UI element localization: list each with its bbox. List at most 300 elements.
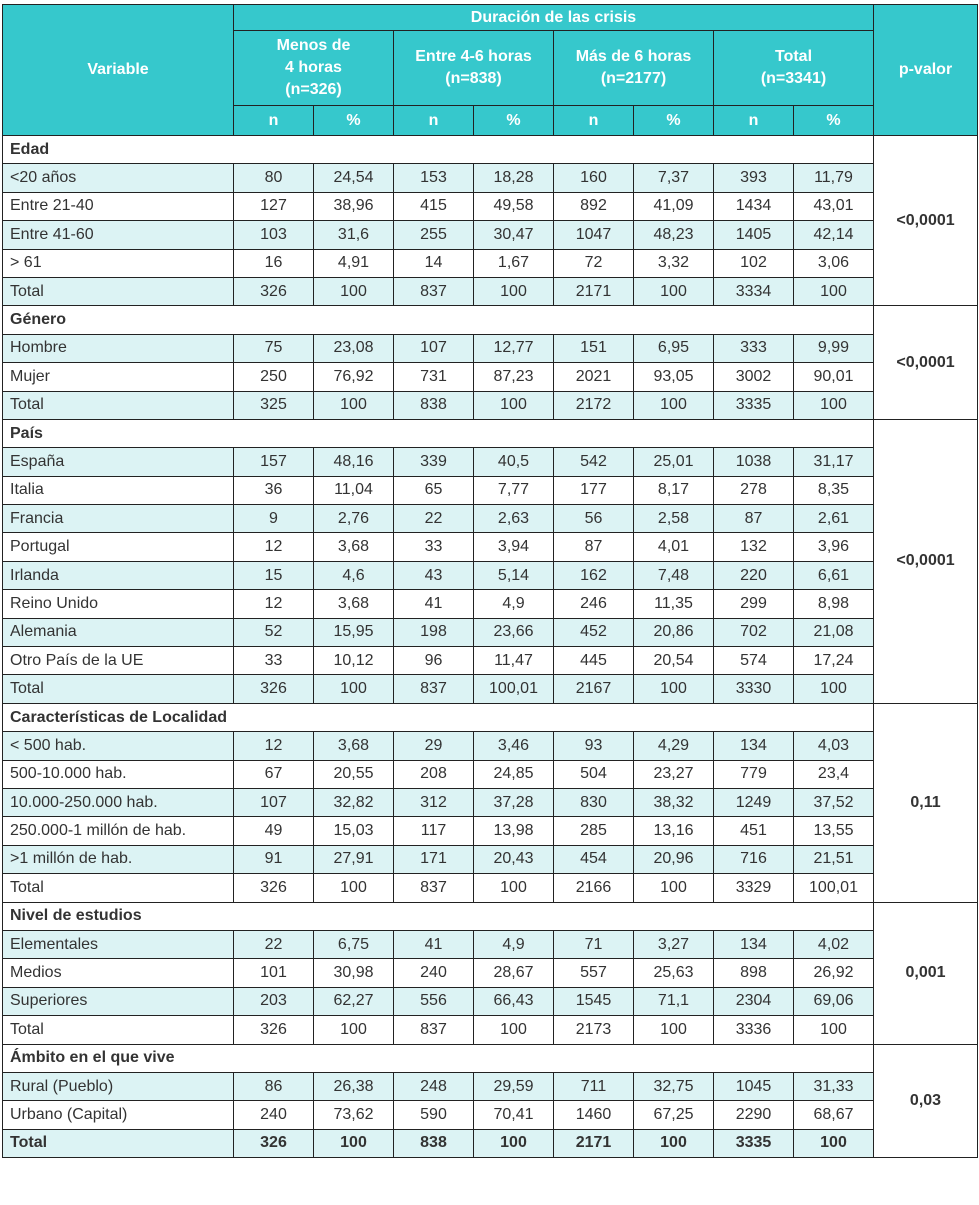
table-cell: 100,01 [794, 874, 874, 902]
table-cell: 198 [394, 618, 474, 646]
table-cell: 837 [394, 1016, 474, 1044]
header-pct: % [634, 106, 714, 136]
table-cell: 21,51 [794, 845, 874, 873]
table-cell: 100 [794, 391, 874, 419]
table-cell: 33 [394, 533, 474, 561]
row-label: Italia [3, 476, 234, 504]
table-cell: 67,25 [634, 1101, 714, 1129]
table-cell: 43,01 [794, 192, 874, 220]
table-row [3, 1016, 978, 1044]
crisis-duration-table [2, 4, 978, 1158]
table-cell: 3334 [714, 277, 794, 305]
row-label: 500-10.000 hab. [3, 760, 234, 788]
table-cell: 23,66 [474, 618, 554, 646]
section-title: Género [3, 306, 874, 334]
table-cell: 3,32 [634, 249, 714, 277]
table-cell: 100 [634, 391, 714, 419]
table-cell: 22 [234, 930, 314, 958]
section-title: Edad [3, 136, 874, 164]
table-cell: 31,6 [314, 221, 394, 249]
table-row [3, 221, 978, 249]
table-cell: 70,41 [474, 1101, 554, 1129]
table-cell: 278 [714, 476, 794, 504]
table-cell: 3002 [714, 363, 794, 391]
table-cell: 134 [714, 732, 794, 760]
table-cell: 42,14 [794, 221, 874, 249]
table-cell: 30,47 [474, 221, 554, 249]
table-cell: 100 [314, 1129, 394, 1157]
table-cell: 2,58 [634, 505, 714, 533]
table-cell: 100,01 [474, 675, 554, 703]
table-cell: 56 [554, 505, 634, 533]
table-cell: 100 [794, 277, 874, 305]
table-cell: 75 [234, 334, 314, 362]
table-cell: 12 [234, 533, 314, 561]
row-label: Portugal [3, 533, 234, 561]
table-cell: 32,82 [314, 788, 394, 816]
table-cell: 30,98 [314, 959, 394, 987]
p-value: <0,0001 [874, 306, 978, 420]
table-cell: 452 [554, 618, 634, 646]
table-cell: 100 [314, 1016, 394, 1044]
table-cell: 6,75 [314, 930, 394, 958]
row-label: Total [3, 874, 234, 902]
table-cell: 26,92 [794, 959, 874, 987]
table-cell: 73,62 [314, 1101, 394, 1129]
table-cell: 3,27 [634, 930, 714, 958]
table-cell: 838 [394, 1129, 474, 1157]
table-cell: 3,68 [314, 533, 394, 561]
header-variable: Variable [3, 5, 234, 136]
section-header [3, 703, 978, 731]
table-cell: 731 [394, 363, 474, 391]
table-cell: 4,01 [634, 533, 714, 561]
table-cell: 91 [234, 845, 314, 873]
table-cell: 6,61 [794, 561, 874, 589]
table-cell: 3,06 [794, 249, 874, 277]
table-cell: 454 [554, 845, 634, 873]
header-pct: % [794, 106, 874, 136]
row-label: Reino Unido [3, 590, 234, 618]
table-cell: 38,32 [634, 788, 714, 816]
table-row [3, 476, 978, 504]
table-cell: 20,55 [314, 760, 394, 788]
table-cell: 208 [394, 760, 474, 788]
table-cell: 32,75 [634, 1072, 714, 1100]
table-cell: 711 [554, 1072, 634, 1100]
row-label: Total [3, 1129, 234, 1157]
table-cell: 2,61 [794, 505, 874, 533]
table-cell: 93,05 [634, 363, 714, 391]
table-cell: 37,28 [474, 788, 554, 816]
table-cell: 3329 [714, 874, 794, 902]
table-cell: 11,35 [634, 590, 714, 618]
table-cell: 23,08 [314, 334, 394, 362]
table-cell: 177 [554, 476, 634, 504]
section-title: Características de Localidad [3, 703, 874, 731]
table-row [3, 647, 978, 675]
table-cell: 1434 [714, 192, 794, 220]
row-label: Francia [3, 505, 234, 533]
table-cell: 100 [474, 874, 554, 902]
table-cell: 333 [714, 334, 794, 362]
table-cell: 1,67 [474, 249, 554, 277]
table-cell: 504 [554, 760, 634, 788]
table-cell: 72 [554, 249, 634, 277]
row-label: 10.000-250.000 hab. [3, 788, 234, 816]
table-cell: 29,59 [474, 1072, 554, 1100]
table-cell: 8,17 [634, 476, 714, 504]
table-cell: 101 [234, 959, 314, 987]
table-cell: 66,43 [474, 987, 554, 1015]
header-pvalue: p-valor [874, 5, 978, 136]
table-row [3, 930, 978, 958]
table-cell: 326 [234, 1016, 314, 1044]
table-cell: 23,27 [634, 760, 714, 788]
table-cell: 86 [234, 1072, 314, 1100]
table-cell: 203 [234, 987, 314, 1015]
table-row [3, 618, 978, 646]
table-cell: 71 [554, 930, 634, 958]
table-cell: 28,67 [474, 959, 554, 987]
table-cell: 100 [794, 675, 874, 703]
table-cell: 590 [394, 1101, 474, 1129]
table-row [3, 561, 978, 589]
table-cell: 134 [714, 930, 794, 958]
table-cell: 240 [234, 1101, 314, 1129]
table-cell: 157 [234, 448, 314, 476]
table-row [3, 590, 978, 618]
header-pct: % [314, 106, 394, 136]
row-label: Hombre [3, 334, 234, 362]
section-header [3, 902, 978, 930]
table-cell: 10,12 [314, 647, 394, 675]
table-row [3, 845, 978, 873]
table-cell: 2,63 [474, 505, 554, 533]
table-cell: 6,95 [634, 334, 714, 362]
p-value: 0,11 [874, 703, 978, 902]
table-row [3, 1129, 978, 1157]
table-cell: 339 [394, 448, 474, 476]
table-cell: 285 [554, 817, 634, 845]
table-cell: 132 [714, 533, 794, 561]
table-cell: 80 [234, 164, 314, 192]
table-cell: 14 [394, 249, 474, 277]
table-cell: 5,14 [474, 561, 554, 589]
table-cell: 13,16 [634, 817, 714, 845]
table-cell: 3335 [714, 391, 794, 419]
table-row [3, 1072, 978, 1100]
table-row [3, 959, 978, 987]
table-cell: 3,46 [474, 732, 554, 760]
table-cell: 107 [234, 788, 314, 816]
table-cell: 102 [714, 249, 794, 277]
table-row [3, 164, 978, 192]
table-cell: 87 [714, 505, 794, 533]
table-cell: 1038 [714, 448, 794, 476]
table-cell: 100 [634, 874, 714, 902]
table-cell: 29 [394, 732, 474, 760]
table-cell: 100 [794, 1016, 874, 1044]
header-n: n [394, 106, 474, 136]
table-cell: 171 [394, 845, 474, 873]
table-cell: 62,27 [314, 987, 394, 1015]
row-label: > 61 [3, 249, 234, 277]
table-cell: 4,02 [794, 930, 874, 958]
table-cell: 90,01 [794, 363, 874, 391]
p-value: <0,0001 [874, 419, 978, 703]
table-row [3, 277, 978, 305]
row-label: Total [3, 391, 234, 419]
table-cell: 445 [554, 647, 634, 675]
table-cell: 13,55 [794, 817, 874, 845]
table-cell: 17,24 [794, 647, 874, 675]
table-cell: 26,38 [314, 1072, 394, 1100]
table-cell: 36 [234, 476, 314, 504]
table-cell: 702 [714, 618, 794, 646]
table-cell: 837 [394, 277, 474, 305]
table-cell: 4,29 [634, 732, 714, 760]
table-cell: 40,5 [474, 448, 554, 476]
table-cell: 9 [234, 505, 314, 533]
table-cell: 22 [394, 505, 474, 533]
table-row [3, 675, 978, 703]
table-cell: 12,77 [474, 334, 554, 362]
table-cell: 7,77 [474, 476, 554, 504]
table-cell: 312 [394, 788, 474, 816]
table-cell: 107 [394, 334, 474, 362]
table-cell: 2304 [714, 987, 794, 1015]
table-cell: 326 [234, 277, 314, 305]
table-cell: 4,6 [314, 561, 394, 589]
table-cell: 48,23 [634, 221, 714, 249]
table-cell: 8,98 [794, 590, 874, 618]
header-group-gt6: Más de 6 horas (n=2177) [554, 31, 714, 106]
table-cell: 2167 [554, 675, 634, 703]
row-label: Mujer [3, 363, 234, 391]
table-cell: 8,35 [794, 476, 874, 504]
table-cell: 43 [394, 561, 474, 589]
table-cell: 4,91 [314, 249, 394, 277]
table-cell: 162 [554, 561, 634, 589]
table-cell: 1249 [714, 788, 794, 816]
table-cell: 27,91 [314, 845, 394, 873]
row-label: Irlanda [3, 561, 234, 589]
table-cell: 326 [234, 874, 314, 902]
row-label: Entre 41-60 [3, 221, 234, 249]
table-cell: 12 [234, 590, 314, 618]
table-cell: 24,85 [474, 760, 554, 788]
table-cell: 100 [474, 1129, 554, 1157]
table-cell: 325 [234, 391, 314, 419]
table-cell: 100 [314, 277, 394, 305]
table-cell: 100 [314, 874, 394, 902]
table-cell: 151 [554, 334, 634, 362]
section-header [3, 419, 978, 447]
table-cell: 100 [314, 675, 394, 703]
table-body [3, 136, 978, 1158]
table-cell: 31,17 [794, 448, 874, 476]
table-cell: 100 [634, 1129, 714, 1157]
table-cell: 2171 [554, 1129, 634, 1157]
table-cell: 21,08 [794, 618, 874, 646]
table-cell: 255 [394, 221, 474, 249]
table-cell: 100 [474, 277, 554, 305]
table-cell: 779 [714, 760, 794, 788]
table-cell: 100 [474, 1016, 554, 1044]
table-row [3, 448, 978, 476]
row-label: Total [3, 675, 234, 703]
table-cell: 20,54 [634, 647, 714, 675]
row-label: Elementales [3, 930, 234, 958]
table-cell: 3330 [714, 675, 794, 703]
table-cell: 248 [394, 1072, 474, 1100]
table-cell: 557 [554, 959, 634, 987]
table-cell: 15 [234, 561, 314, 589]
table-cell: 117 [394, 817, 474, 845]
table-cell: 837 [394, 675, 474, 703]
table-cell: 31,33 [794, 1072, 874, 1100]
table-row [3, 249, 978, 277]
table-cell: 830 [554, 788, 634, 816]
table-row [3, 760, 978, 788]
table-cell: 96 [394, 647, 474, 675]
table-cell: 100 [634, 675, 714, 703]
row-label: Total [3, 277, 234, 305]
table-cell: 299 [714, 590, 794, 618]
table-cell: 892 [554, 192, 634, 220]
p-value: <0,0001 [874, 136, 978, 306]
row-label: >1 millón de hab. [3, 845, 234, 873]
row-label: Entre 21-40 [3, 192, 234, 220]
table-cell: 4,03 [794, 732, 874, 760]
table-cell: 41,09 [634, 192, 714, 220]
section-title: País [3, 419, 874, 447]
row-label: Urbano (Capital) [3, 1101, 234, 1129]
table-cell: 3,94 [474, 533, 554, 561]
table-cell: 15,03 [314, 817, 394, 845]
table-cell: 716 [714, 845, 794, 873]
table-cell: 20,96 [634, 845, 714, 873]
row-label: Rural (Pueblo) [3, 1072, 234, 1100]
table-cell: 3,96 [794, 533, 874, 561]
row-label: Total [3, 1016, 234, 1044]
table-cell: 20,43 [474, 845, 554, 873]
table-cell: 898 [714, 959, 794, 987]
table-cell: 1045 [714, 1072, 794, 1100]
section-header [3, 1044, 978, 1072]
table-cell: 24,54 [314, 164, 394, 192]
table-row [3, 1101, 978, 1129]
table-row [3, 732, 978, 760]
section-header [3, 306, 978, 334]
section-title: Ámbito en el que vive [3, 1044, 874, 1072]
table-cell: 71,1 [634, 987, 714, 1015]
table-cell: 127 [234, 192, 314, 220]
table-cell: 100 [314, 391, 394, 419]
table-cell: 49 [234, 817, 314, 845]
table-cell: 49,58 [474, 192, 554, 220]
table-cell: 25,01 [634, 448, 714, 476]
table-cell: 837 [394, 874, 474, 902]
table-cell: 1405 [714, 221, 794, 249]
table-cell: 7,48 [634, 561, 714, 589]
table-cell: 542 [554, 448, 634, 476]
p-value: 0,001 [874, 902, 978, 1044]
row-label: España [3, 448, 234, 476]
table-cell: 3335 [714, 1129, 794, 1157]
table-cell: 415 [394, 192, 474, 220]
header-n: n [554, 106, 634, 136]
table-row [3, 192, 978, 220]
table-cell: 18,28 [474, 164, 554, 192]
table-cell: 87 [554, 533, 634, 561]
table-cell: 41 [394, 590, 474, 618]
table-cell: 326 [234, 675, 314, 703]
table-cell: 1047 [554, 221, 634, 249]
section-header [3, 136, 978, 164]
table-row [3, 817, 978, 845]
table-cell: 100 [634, 277, 714, 305]
table-cell: 4,9 [474, 590, 554, 618]
row-label: < 500 hab. [3, 732, 234, 760]
table-cell: 393 [714, 164, 794, 192]
table-cell: 16 [234, 249, 314, 277]
table-row [3, 334, 978, 362]
table-cell: 153 [394, 164, 474, 192]
header-group-total: Total (n=3341) [714, 31, 874, 106]
row-label: Superiores [3, 987, 234, 1015]
table-row [3, 505, 978, 533]
table-cell: 103 [234, 221, 314, 249]
header-pct: % [474, 106, 554, 136]
table-cell: 326 [234, 1129, 314, 1157]
p-value: 0,03 [874, 1044, 978, 1158]
table-cell: 100 [794, 1129, 874, 1157]
table-cell: 2,76 [314, 505, 394, 533]
header-group-lt4: Menos de 4 horas (n=326) [234, 31, 394, 106]
table-cell: 11,04 [314, 476, 394, 504]
table-cell: 2173 [554, 1016, 634, 1044]
table-row [3, 788, 978, 816]
table-cell: 1545 [554, 987, 634, 1015]
table-cell: 556 [394, 987, 474, 1015]
table-cell: 37,52 [794, 788, 874, 816]
table-cell: 4,9 [474, 930, 554, 958]
table-cell: 220 [714, 561, 794, 589]
table-row [3, 363, 978, 391]
table-cell: 33 [234, 647, 314, 675]
table-cell: 23,4 [794, 760, 874, 788]
row-label: Alemania [3, 618, 234, 646]
table-cell: 451 [714, 817, 794, 845]
table-cell: 838 [394, 391, 474, 419]
header-group-4to6: Entre 4-6 horas (n=838) [394, 31, 554, 106]
table-cell: 2172 [554, 391, 634, 419]
table-cell: 38,96 [314, 192, 394, 220]
table-cell: 12 [234, 732, 314, 760]
table-cell: 2290 [714, 1101, 794, 1129]
table-row [3, 533, 978, 561]
table-row [3, 987, 978, 1015]
table-cell: 65 [394, 476, 474, 504]
row-label: Medios [3, 959, 234, 987]
table-cell: 3,68 [314, 732, 394, 760]
row-label: <20 años [3, 164, 234, 192]
table-cell: 41 [394, 930, 474, 958]
table-cell: 100 [474, 391, 554, 419]
table-cell: 240 [394, 959, 474, 987]
